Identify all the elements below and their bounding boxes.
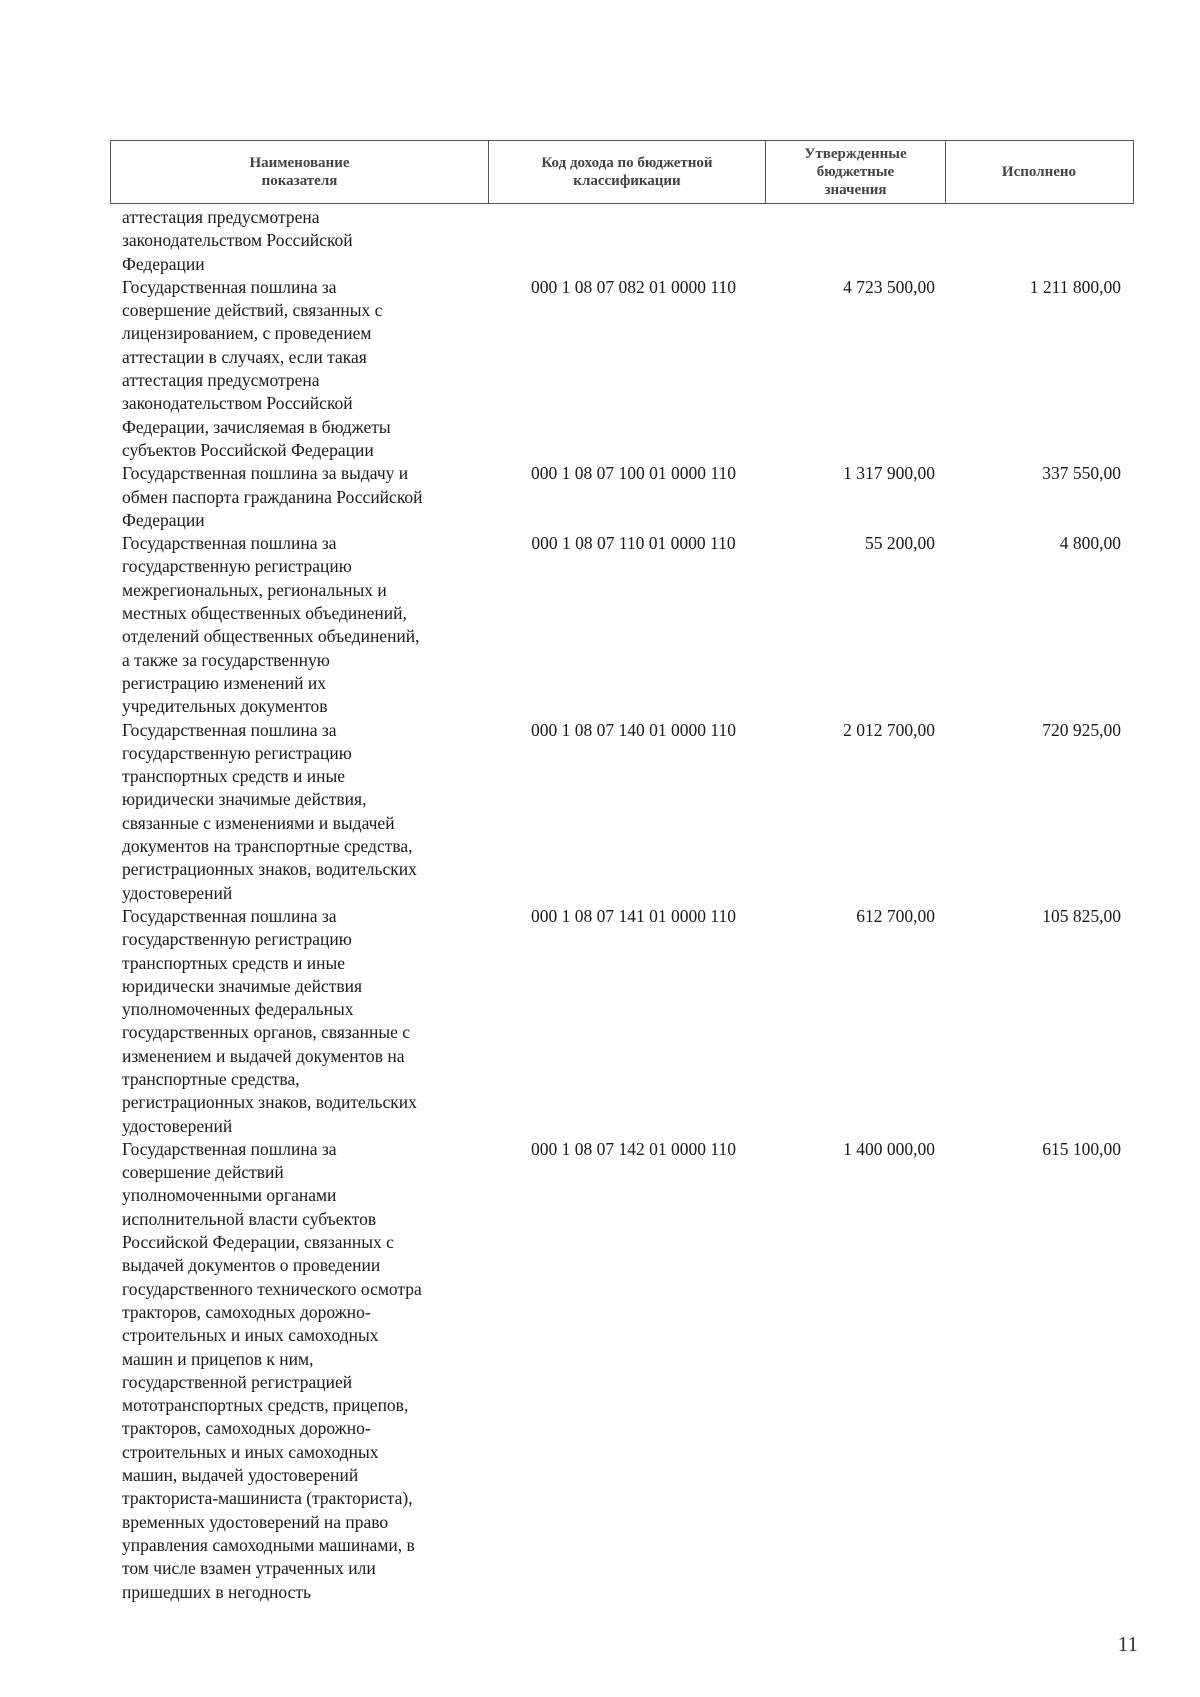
table-row (110, 719, 1134, 905)
row-approved: 4 723 500,00 (843, 276, 935, 297)
row-code: 000 1 08 07 140 01 0000 110 (531, 719, 736, 740)
row-done: 105 825,00 (1042, 905, 1121, 926)
header-name: Наименование показателя (111, 141, 489, 203)
header-done: Исполнено (1001, 164, 1077, 180)
row-approved (765, 206, 945, 276)
row-name: Государственная пошлина за государственную регистрацию межрегиональных, региональных и местных общественных объединений, отделений общественных объединений, а также за государственную регистрацию изменений их учредительных документов (122, 533, 420, 717)
row-done: 4 800,00 (1059, 533, 1121, 554)
row-approved: 55 200,00 (865, 533, 935, 554)
row-approved: 612 700,00 (856, 905, 935, 926)
header-approved: Утвержденные бюджетные значения (766, 141, 946, 203)
row-name: Государственная пошлина за совершение действий, связанных с лицензированием, с проведением аттестации в случаях, если такая аттестация предусмотрена законодательством Российской Федерации, зачисляемая в бюджеты субъектов Российской Федерации (122, 276, 391, 460)
row-code: 000 1 08 07 082 01 0000 110 (531, 276, 736, 297)
row-name: Государственная пошлина за государственную регистрацию транспортных средств и иные юридически значимые действия уполномоченных федеральных государственных органов, связанные с изменением и выдачей документов на транспортные средства, регистрационных знаков, водительских удостоверений (122, 905, 417, 1136)
row-code: 000 1 08 07 100 01 0000 110 (531, 463, 736, 484)
row-name: Государственная пошлина за выдачу и обмен паспорта гражданина Российской Федерации (122, 463, 423, 530)
table-row (110, 532, 1134, 718)
row-approved: 1 317 900,00 (843, 463, 935, 484)
row-approved: 2 012 700,00 (843, 719, 935, 740)
row-done: 720 925,00 (1042, 719, 1121, 740)
row-code: 000 1 08 07 142 01 0000 110 (531, 1138, 736, 1159)
row-done: 1 211 800,00 (1029, 276, 1121, 297)
row-done: 615 100,00 (1042, 1138, 1121, 1159)
table-row (110, 462, 1134, 532)
row-code: 000 1 08 07 110 01 0000 110 (531, 533, 736, 554)
row-done (945, 206, 1131, 276)
table-row (110, 206, 1134, 276)
row-code (488, 206, 765, 276)
row-name: Государственная пошлина за совершение действий уполномоченными органами исполнительной власти субъектов Российской Федерации, связанных с выдачей документов о проведении государственного технического осмотра тракторов, самоходных дорожно- строительных и иных самоходных машин и прицепов к ним, государственной регистрацией мототранспортных средств, прицепов, тракторов, самоходных дорожно- строительных и иных самоходных машин, выдачей удостоверений тракториста-машиниста (тракториста), временных удостоверений на право управления самоходными машинами, в том числе взамен утраченных или пришедших в негодность (122, 1138, 422, 1602)
table-header (110, 140, 1134, 204)
row-done: 337 550,00 (1042, 463, 1121, 484)
row-name: аттестация предусмотрена законодательством Российской Федерации (122, 207, 353, 274)
table-row (110, 905, 1134, 1138)
header-code: Код дохода по бюджетной классификации (489, 141, 766, 203)
table-row (110, 1138, 1134, 1604)
table-row (110, 276, 1134, 462)
table-body (110, 206, 1134, 1604)
row-approved: 1 400 000,00 (843, 1138, 935, 1159)
page-number: 11 (1117, 1632, 1138, 1656)
row-name: Государственная пошлина за государственную регистрацию транспортных средств и иные юридически значимые действия, связанные с изменениями и выдачей документов на транспортные средства, регистрационных знаков, водительских удостоверений (122, 719, 417, 903)
row-code: 000 1 08 07 141 01 0000 110 (531, 905, 736, 926)
